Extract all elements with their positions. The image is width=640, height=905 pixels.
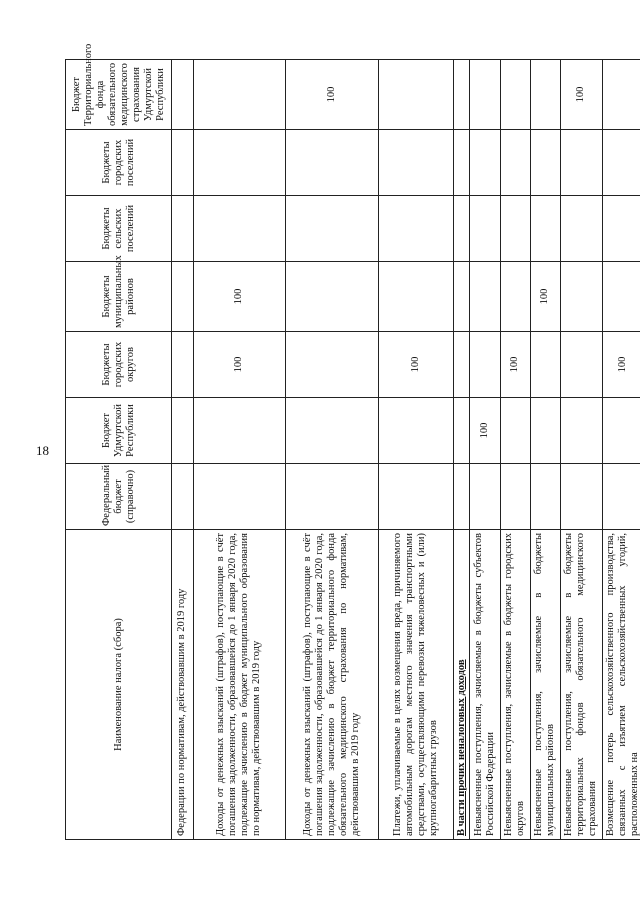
value-cell [500,262,530,332]
table-row [193,60,286,840]
value-cell [470,262,500,332]
value-cell [454,398,470,464]
value-cell [560,464,602,530]
value-cell [500,130,530,196]
header-rural-settlements: Бюджеты сельских поселений [66,196,172,262]
tax-name-cell [454,530,470,840]
table-row [172,60,194,840]
value-cell [602,398,640,464]
value-cell: 100 [193,262,286,332]
value-cell [172,130,194,196]
header-udmurt-budget: Бюджет Удмуртской Республики [66,398,172,464]
value-cell: 100 [500,332,530,398]
value-cell [530,332,560,398]
table-row [560,60,602,840]
value-cell: 100 [470,398,500,464]
section-row [454,60,470,840]
value-cell [560,196,602,262]
value-cell [286,332,379,398]
value-cell: 100 [286,60,379,130]
value-cell [602,464,640,530]
value-cell [454,262,470,332]
tax-name-cell: Платежи, уплачиваемые в целях возмещения вреда, причиняемого автомобильным дорогам местного значения транспортными средствами, осуществляющими перевозки тяжеловесных и (или) крупногабаритных грузов [378,530,453,840]
tax-name-cell: Невыясненные поступления, зачисляемые в бюджеты городских округов [500,530,530,840]
value-cell [172,60,194,130]
tax-name-cell: Невыясненные поступления, зачисляемые в бюджеты субъектов Российской Федерации [470,530,500,840]
rotated-page [65,43,640,840]
page-number: 18 [36,443,49,458]
value-cell: 100 [530,262,560,332]
table-row [602,60,640,840]
value-cell [602,60,640,130]
value-cell [193,130,286,196]
value-cell: 100 [560,60,602,130]
table-row [530,60,560,840]
table-row [286,60,379,840]
value-cell [454,332,470,398]
value-cell [286,130,379,196]
value-cell [470,130,500,196]
table-row [378,60,453,840]
section-title: В части прочих неналоговых доходов [455,659,467,836]
value-cell [530,398,560,464]
value-cell [172,332,194,398]
value-cell [530,464,560,530]
value-cell [454,464,470,530]
value-cell [286,262,379,332]
tax-name-cell: Невыясненные поступления, зачисляемые в бюджеты территориальных фондов обязательного медицинского страхования [560,530,602,840]
value-cell [378,262,453,332]
value-cell [500,196,530,262]
tax-name-cell: Федерации по нормативам, действовавшим в 2019 году [172,530,194,840]
value-cell [172,262,194,332]
value-cell [470,196,500,262]
table-row [500,60,530,840]
value-cell [560,262,602,332]
value-cell [530,60,560,130]
value-cell [193,60,286,130]
value-cell [286,464,379,530]
value-cell [286,196,379,262]
header-municipal-districts: Бюджеты муниципальных районов [66,262,172,332]
value-cell [602,130,640,196]
value-cell [560,130,602,196]
value-cell [454,130,470,196]
value-cell [470,464,500,530]
value-cell [500,398,530,464]
value-cell [454,196,470,262]
table-header-row [66,60,172,840]
value-cell [193,196,286,262]
tax-name-cell: Невыясненные поступления, зачисляемые в бюджеты муниципальных районов [530,530,560,840]
table-row [470,60,500,840]
value-cell [378,130,453,196]
value-cell [193,398,286,464]
value-cell: 100 [378,332,453,398]
value-cell [172,464,194,530]
value-cell [470,332,500,398]
value-cell [560,398,602,464]
value-cell [454,60,470,130]
value-cell [500,464,530,530]
value-cell [602,196,640,262]
value-cell [378,398,453,464]
header-urban-settlements: Бюджеты городских поселений [66,130,172,196]
value-cell [602,262,640,332]
header-federal-budget: Федеральный бюджет (справочно) [66,464,172,530]
header-medical-insurance-fund: Бюджет Территориального фонда обязательного медицинского страхования Удмуртской Республики [66,60,172,130]
value-cell [193,464,286,530]
tax-name-cell: Доходы от денежных взысканий (штрафов), поступающие в счёт погашения задолженности, образовавшейся до 1 января 2020 года, подлежащие зачислению в бюджет территориального фонда обязательного медицинского страхования по нормативам, действовавшим в 2019 году [286,530,379,840]
value-cell [500,60,530,130]
value-cell [470,60,500,130]
value-cell: 100 [602,332,640,398]
value-cell [560,332,602,398]
tax-distribution-table [65,43,640,840]
tax-name-cell: Возмещение потерь сельскохозяйственного производства, связанных с изъятием сельскохозяйственных угодий, расположенных на [602,530,640,840]
value-cell [172,398,194,464]
value-cell [172,196,194,262]
value-cell: 100 [193,332,286,398]
value-cell [286,398,379,464]
header-city-districts: Бюджеты городских округов [66,332,172,398]
tax-name-cell: Доходы от денежных взысканий (штрафов), поступающие в счёт погашения задолженности, образовавшейся до 1 января 2020 года, подлежащие зачислению в бюджет муниципального образования по нормативам, действовавшим в 2019 году [193,530,286,840]
value-cell [530,130,560,196]
value-cell [378,464,453,530]
value-cell [378,196,453,262]
header-tax-name: Наименование налога (сбора) [66,530,172,840]
value-cell [530,196,560,262]
value-cell [378,60,453,130]
